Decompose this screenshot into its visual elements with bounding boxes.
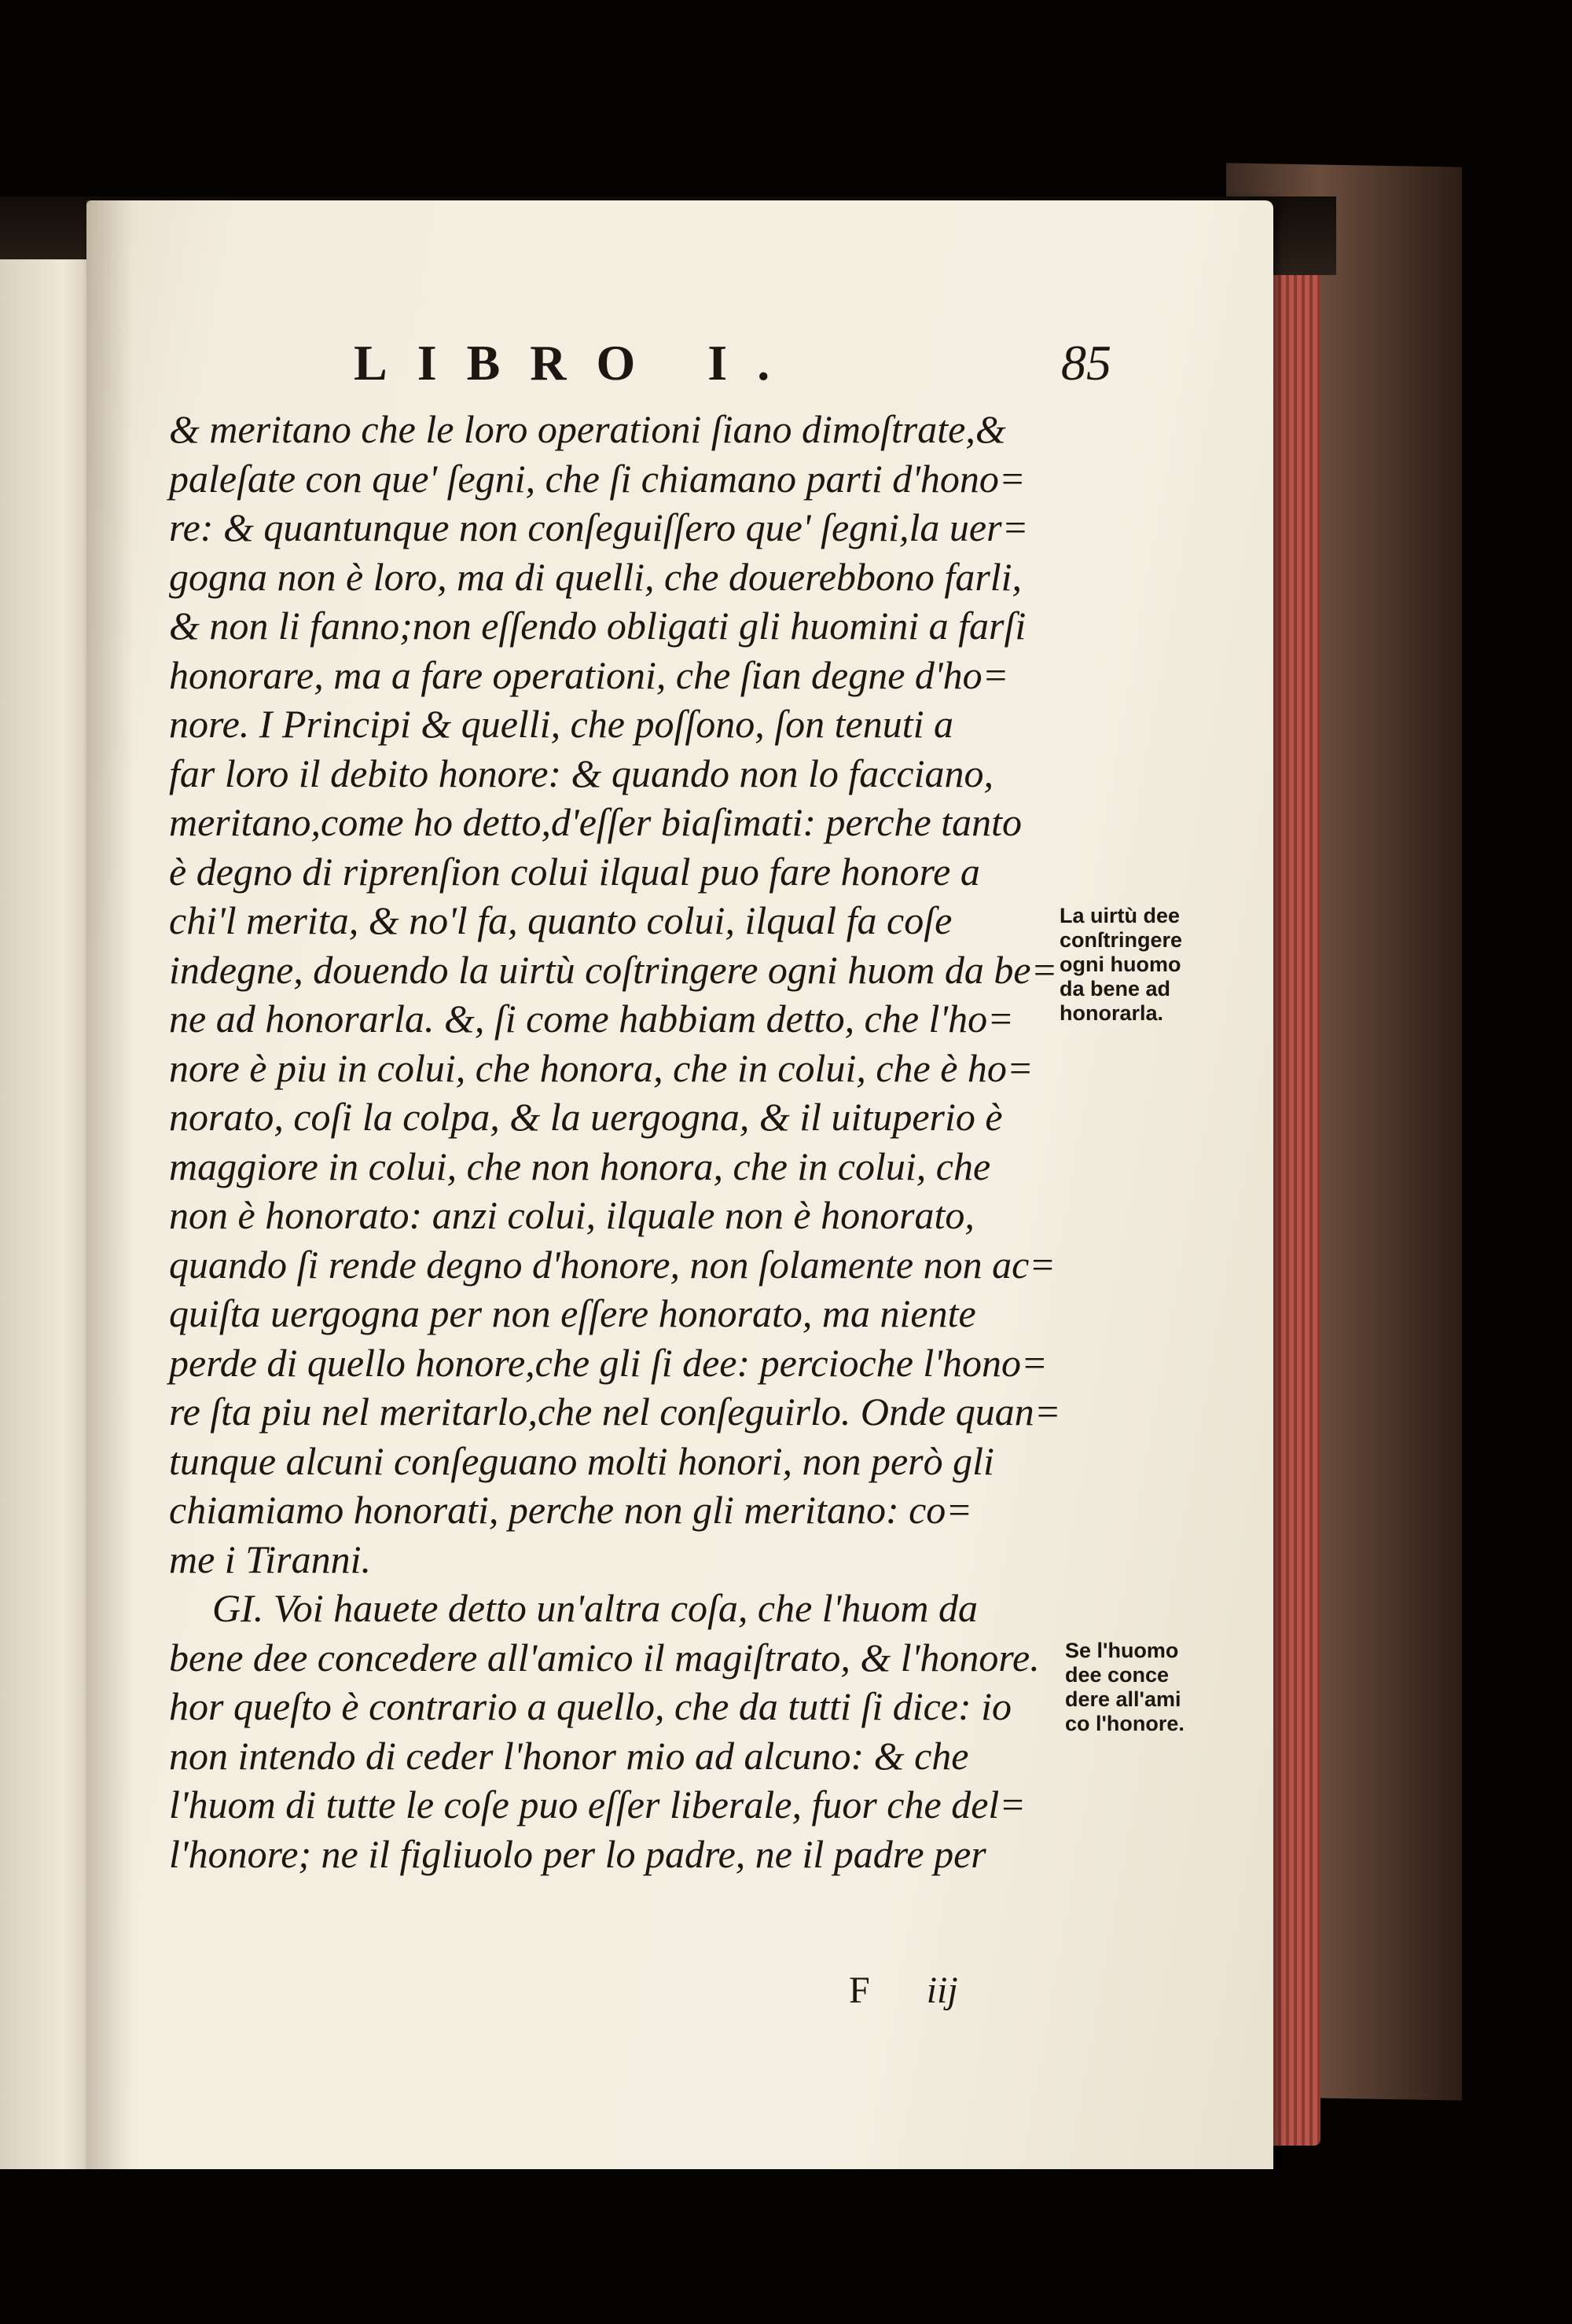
marginal-note-line: honorarla.: [1060, 1001, 1164, 1025]
text-line: chiamiamo honorati, perche non gli meritano: co=: [169, 1488, 973, 1532]
text-line: re: & quantunque non conſeguiſſero que' ſegni,la uer=: [169, 505, 1029, 549]
text-line: gogna non è loro, ma di quelli, che douerebbono farli,: [169, 554, 1023, 599]
text-line: l'honore; ne il figliuolo per lo padre, ne il padre per: [169, 1831, 986, 1876]
text-line: norato, coſi la colpa, & la uergogna, & il uituperio è: [169, 1095, 1003, 1139]
text-line: nore è piu in colui, che honora, che in colui, che è ho=: [169, 1045, 1034, 1090]
text-line: non è honorato: anzi colui, ilquale non è honorato,: [169, 1193, 975, 1237]
text-line: ne ad honorarla. &, ſi come habbiam detto, che l'ho=: [169, 997, 1014, 1041]
running-head-title: LIBRO I.: [354, 335, 800, 391]
marginal-note-line: Se l'huomo: [1065, 1639, 1179, 1662]
text-line: me i Tiranni.: [169, 1536, 371, 1581]
text-line: re ſta piu nel meritarlo,che nel conſeguirlo. Onde quan=: [169, 1390, 1061, 1434]
marginal-note-line: conſtringere: [1060, 928, 1183, 952]
marginal-note: [1060, 904, 1182, 1026]
text-line: & meritano che le loro operationi ſiano dimoſtrate,&: [169, 407, 1006, 451]
text-line: perde di quello honore,che gli ſi dee: percioche l'hono=: [169, 1340, 1048, 1385]
marginal-note-line: dere all'ami: [1065, 1687, 1181, 1711]
book-page: [86, 200, 1273, 2181]
text-line: maggiore in colui, che non honora, che in colui, che: [169, 1144, 991, 1188]
signature-mark: [849, 1969, 1006, 2012]
marginal-note-line: ogni huomo: [1060, 953, 1181, 976]
text-line: bene dee concedere all'amico il magiſtrato, & l'honore.: [169, 1635, 1040, 1680]
marginal-note-line: La uirtù dee: [1060, 904, 1181, 927]
running-head: [354, 334, 1140, 389]
marginal-note-line: da bene ad: [1060, 977, 1171, 1000]
marginal-note-line: co l'honore.: [1065, 1712, 1185, 1735]
paragraph-start-line: GI. Voi hauete detto un'altra coſa, che l'huom da: [212, 1586, 978, 1630]
text-line: & non li fanno;non eſſendo obligati gli huomini a farſi: [169, 604, 1027, 648]
text-line: non intendo di ceder l'honor mio ad alcuno: & che: [169, 1733, 969, 1778]
text-line: chi'l merita, & no'l fa, quanto colui, ilqual fa coſe: [169, 898, 953, 942]
text-line: meritano,come ho detto,d'eſſer biaſimati: perche tanto: [169, 800, 1023, 844]
marginal-note-line: dee conce: [1065, 1663, 1170, 1687]
page-number: 85: [1061, 335, 1111, 391]
text-line: è degno di riprenſion colui ilqual puo fare honore a: [169, 849, 980, 894]
text-line: hor queſto è contrario a quello, che da tutti ſi dice: io: [169, 1684, 1012, 1728]
text-line: quiſta uergogna per non eſſere honorato, ma niente: [169, 1291, 976, 1335]
signature-number: iij: [926, 1970, 958, 2011]
text-line: paleſate con que' ſegni, che ſi chiamano parti d'hono=: [169, 456, 1026, 501]
page-gutter: [86, 200, 134, 2181]
text-line: nore. I Principi & quelli, che poſſono, ſon tenuti a: [169, 702, 953, 746]
signature-letter: F: [849, 1970, 870, 2011]
marginal-note: [1065, 1639, 1185, 1736]
body-text: [169, 405, 1167, 1878]
text-line: indegne, douendo la uirtù coſtringere ogni huom da be=: [169, 947, 1058, 992]
text-line: quando ſi rende degno d'honore, non ſolamente non ac=: [169, 1242, 1056, 1287]
text-line: tunque alcuni conſeguano molti honori, non però gli: [169, 1438, 994, 1483]
text-line: l'huom di tutte le coſe puo eſſer liberale, fuor che del=: [169, 1782, 1027, 1827]
text-line: far loro il debito honore: & quando non lo facciano,: [169, 751, 994, 795]
bottom-shadow: [0, 2169, 1572, 2324]
text-line: honorare, ma a fare operationi, che ſian degne d'ho=: [169, 652, 1009, 697]
